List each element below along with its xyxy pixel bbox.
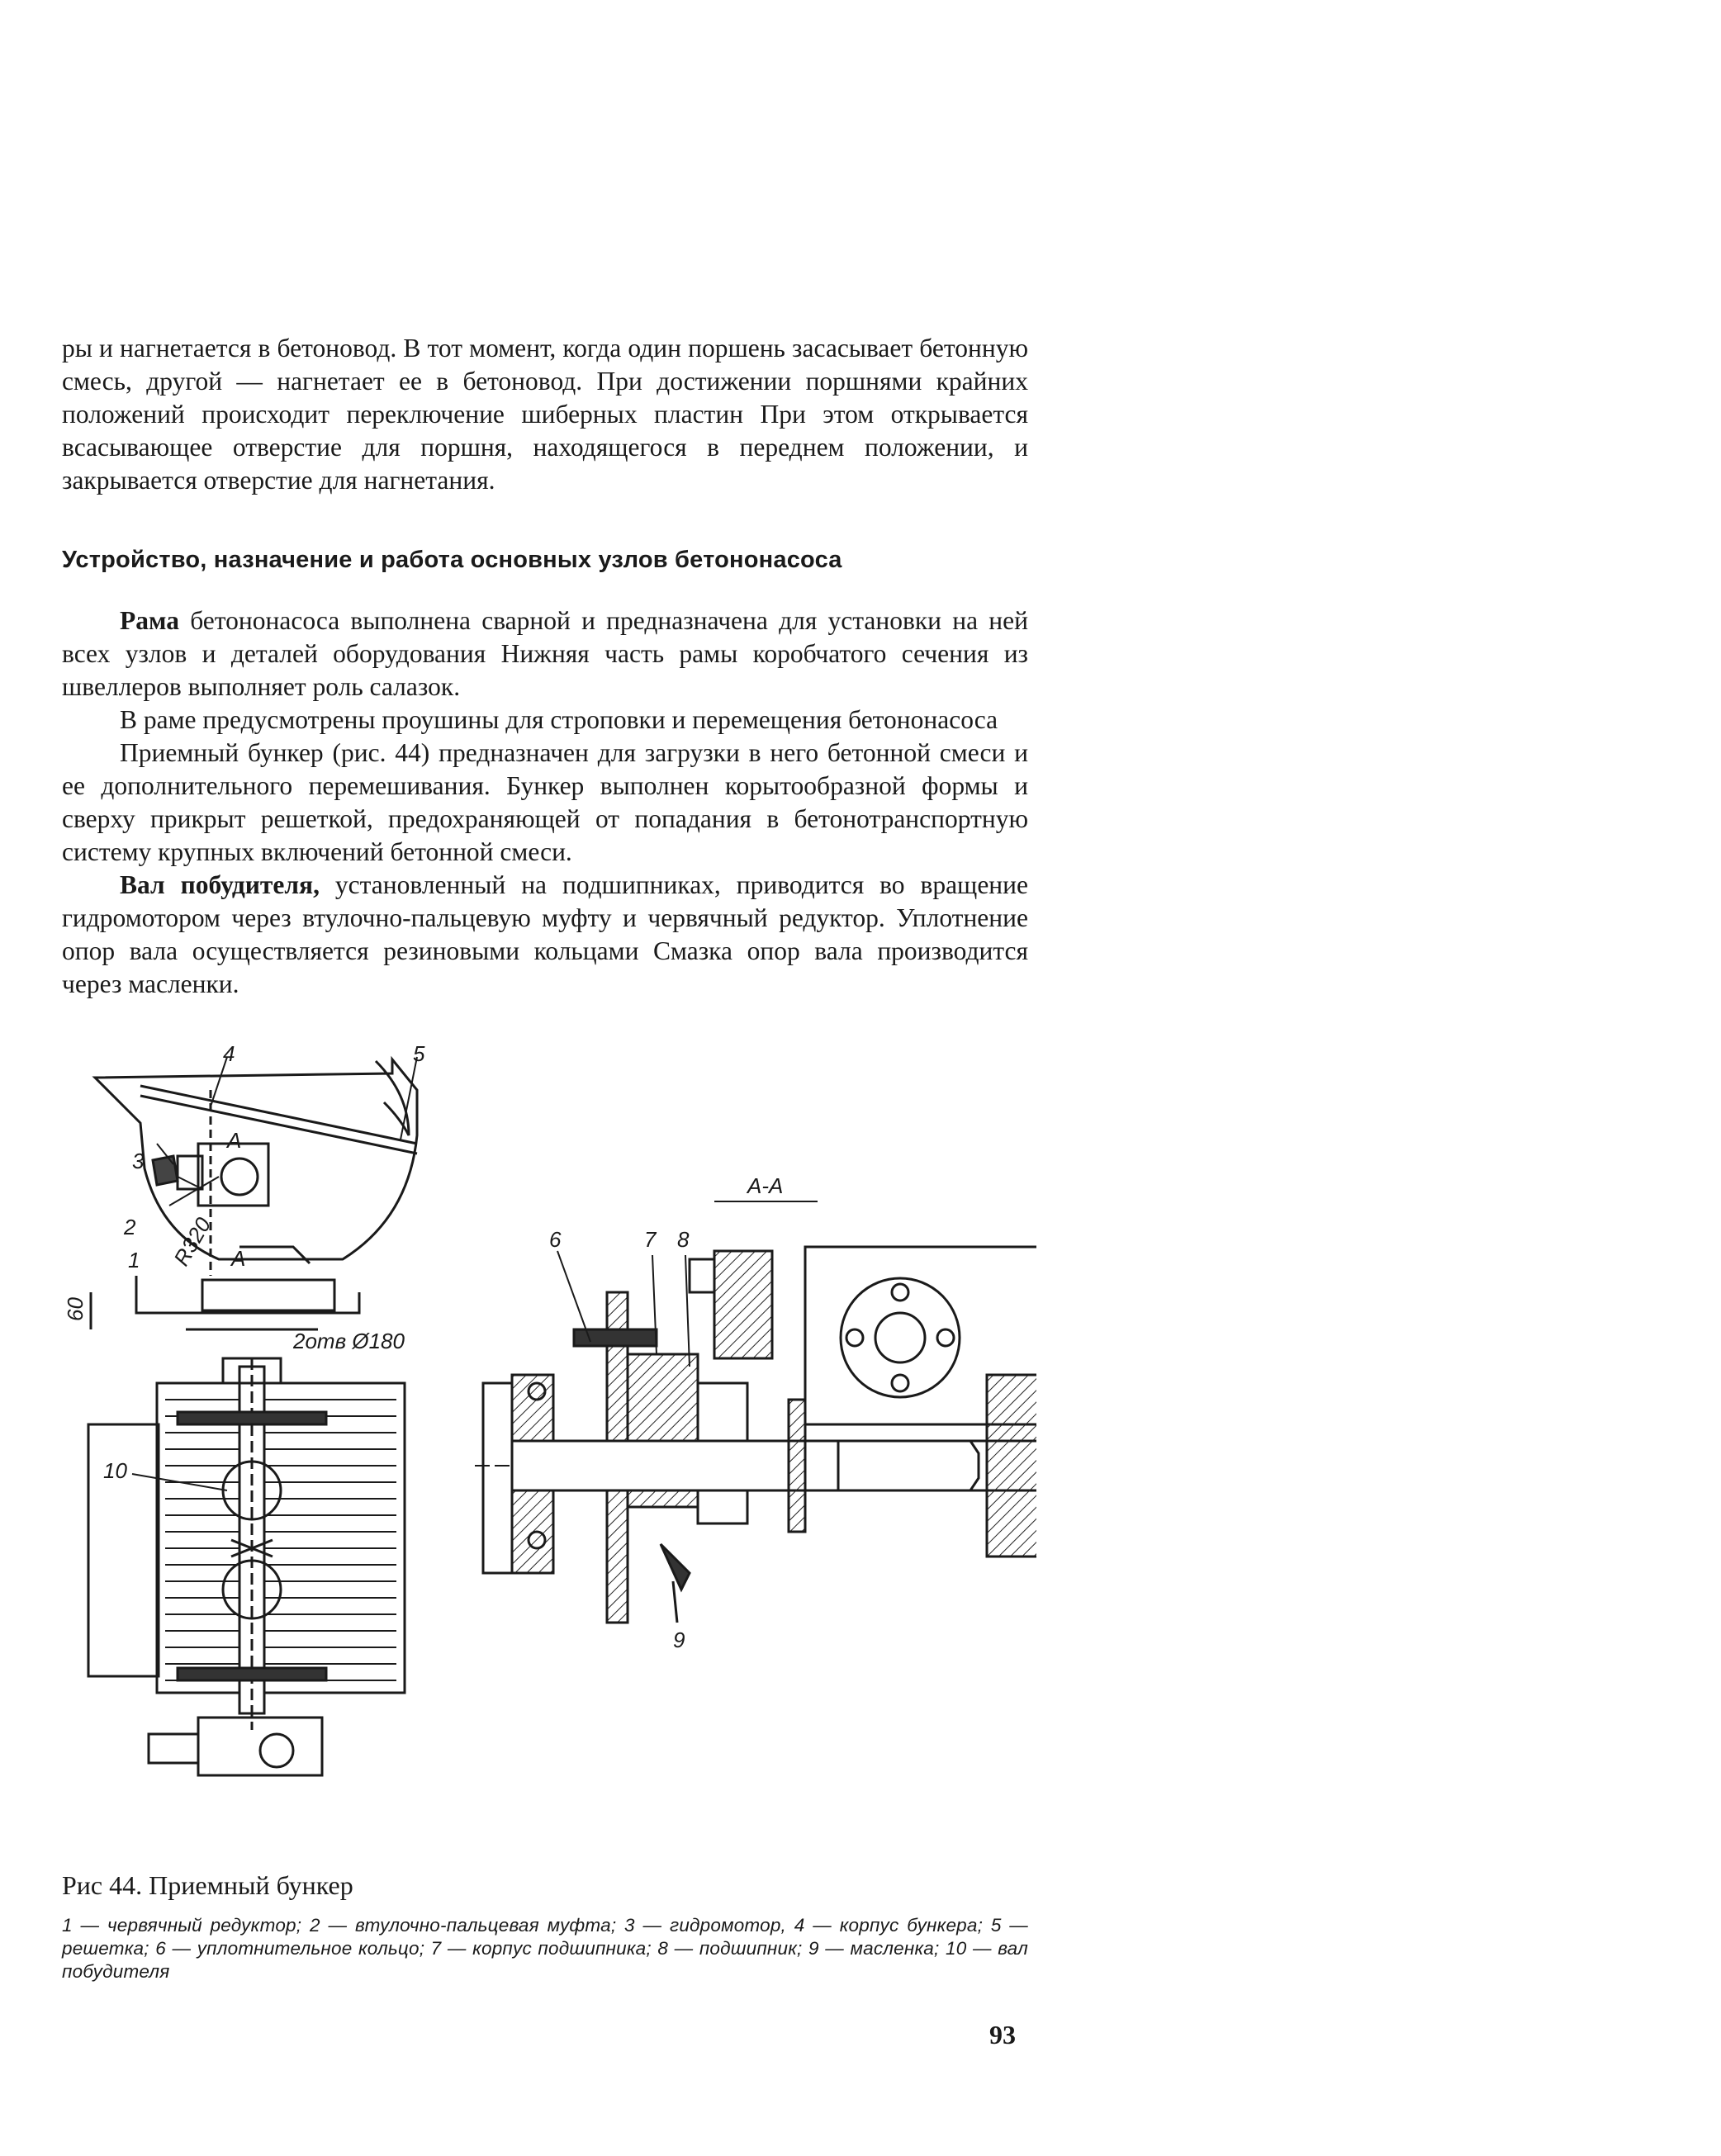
hopper-plan-view <box>88 1358 405 1775</box>
section-a-a-view <box>475 1201 1036 1623</box>
label-holes: 2отв Ø180 <box>293 1329 405 1353</box>
paragraph-text: установленный на подшипниках, приводится во вращение гидромотором через втулочно-пальцевую муфту и червячный редуктор. Уплотнение опор вала осуществляется резиновыми кольцами Смазка опор вала производится через масленки. <box>62 870 1028 998</box>
paragraph-frame <box>62 604 1028 704</box>
paragraph-shaft <box>62 869 1028 1001</box>
label-5: 5 <box>413 1045 425 1066</box>
section-heading: Устройство, назначение и работа основных узлов бетононасоса <box>62 547 842 573</box>
paragraph: ры и нагнетается в бетоновод. В тот момент, когда один поршень засасывает бетонную смесь, другой — нагнетает ее в бетоновод. При достижении поршнями крайних положений происходит переключение шиберных пластин При этом открывается всасывающее отверстие для поршня, находящегося в переднем положении, и закрывается отверстие для нагнетания. <box>62 334 1028 495</box>
term-shaft: Вал побудителя, <box>120 870 320 899</box>
body-text-block <box>62 604 1028 1001</box>
label-8: 8 <box>677 1227 690 1252</box>
label-7: 7 <box>644 1227 657 1252</box>
figure-caption-legend: 1 — червячный редуктор; 2 — втулочно-пальцевая муфта; 3 — гидромотор, 4 — корпус бункера; 5 — решетка; 6 — уплотнительное кольцо; 7 — корпус подшипника; 8 — подшипник; 9 — масленка; 10 — вал побудителя <box>62 1915 1028 1982</box>
hopper-front-view <box>91 1059 417 1329</box>
label-section-arrow-bottom: А <box>231 1246 246 1271</box>
label-dim-60: 60 <box>63 1297 88 1321</box>
paragraph-hopper: Приемный бункер (рис. 44) предназначен для загрузки в него бетонной смеси и ее дополнительного перемешивания. Бункер выполнен корытообразной формы и сверху прикрыт решеткой, предохраняющей от попадания в бетонотранспортную систему крупных включений бетонной смеси. <box>62 738 1028 866</box>
label-radius: R320 <box>168 1213 216 1270</box>
paragraph-lugs: В раме предусмотрены проушины для строповки и перемещения бетононасоса <box>120 705 998 734</box>
page-number: 93 <box>989 2020 1016 2049</box>
figure-44-drawing <box>62 1045 1036 1870</box>
label-9: 9 <box>673 1628 685 1652</box>
label-section-arrow-top: А <box>227 1128 242 1153</box>
label-3: 3 <box>132 1149 145 1173</box>
technical-drawing <box>62 1045 1036 1870</box>
label-2: 2 <box>124 1215 136 1239</box>
label-section-title: А-А <box>747 1173 784 1198</box>
label-6: 6 <box>549 1227 562 1252</box>
term-frame: Рама <box>120 606 179 635</box>
intro-text-block <box>62 332 1028 497</box>
label-10: 10 <box>103 1458 127 1483</box>
paragraph-text: бетононасоса выполнена сварной и предназначена для установки на ней всех узлов и деталей оборудования Нижняя часть рамы коробчатого сечения из швеллеров выполняет роль салазок. <box>62 606 1028 701</box>
label-1: 1 <box>128 1248 140 1272</box>
figure-caption-title: Рис 44. Приемный бункер <box>62 1870 353 1900</box>
label-4: 4 <box>223 1045 235 1066</box>
